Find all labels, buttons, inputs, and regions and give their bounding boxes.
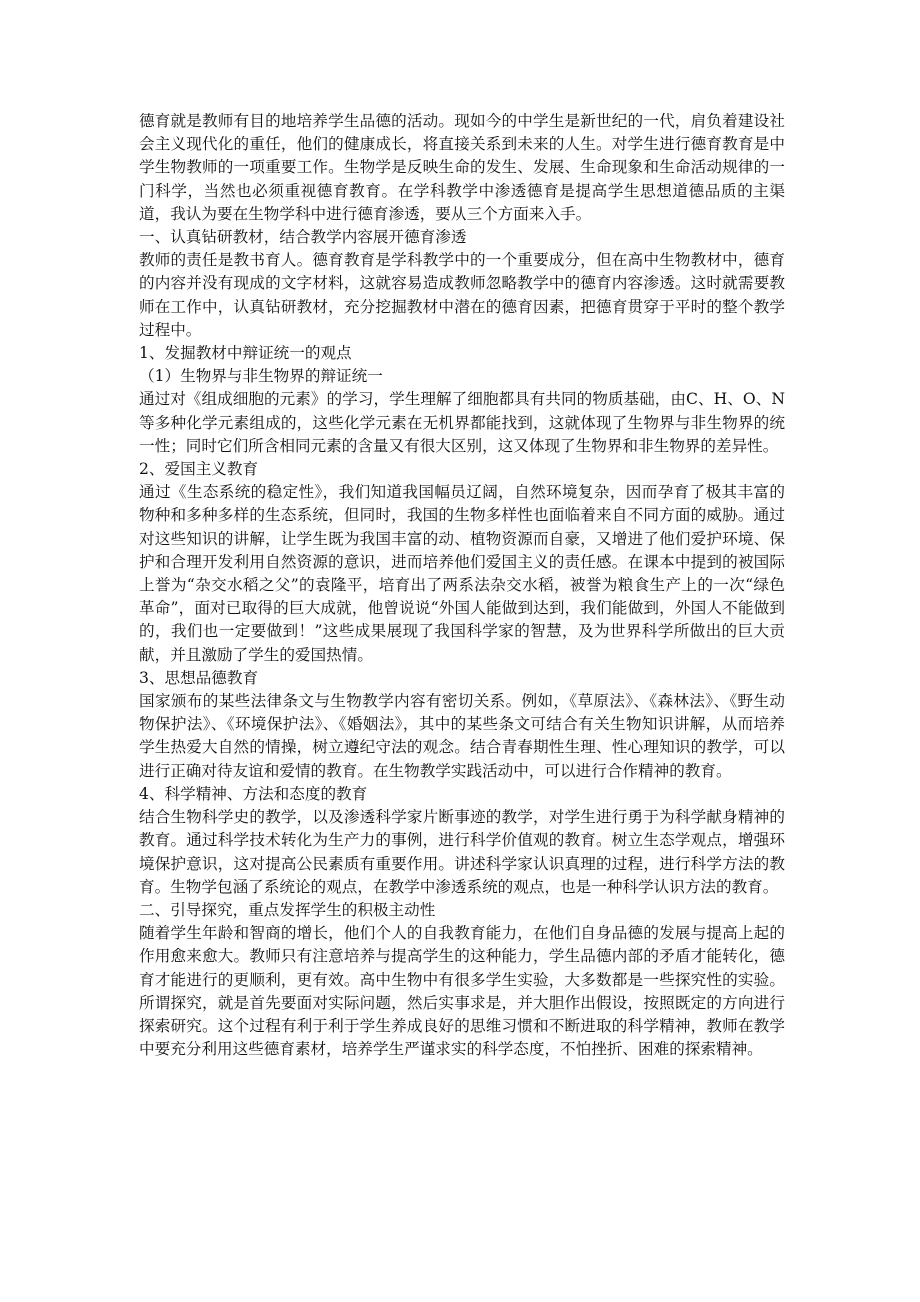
section-2-heading: 二、引导探究，重点发挥学生的积极主动性 [139, 900, 436, 919]
subsection-3-heading: 3、思想品德教育 [139, 668, 259, 687]
subsection-4-paragraph: 结合生物科学史的教学，以及渗透科学家片断事迹的教学，对学生进行勇于为科学献身精神的教育。通过科学技术转化为生产力的事例，进行科学价值观的教育。树立生态学观点，增强环境保护意识，这对提高公民素质有重要作用。讲述科学家认识真理的过程，进行科学方法的教育。生物学包涵了系统论的观点，在教学中渗透系统的观点，也是一种科学认识方法的教育。 [139, 808, 785, 896]
intro-paragraph: 德育就是教师有目的地培养学生品德的活动。现如今的中学生是新世纪的一代，肩负着建设社会主义现代化的重任，他们的健康成长，将直接关系到未来的人生。对学生进行德育教育是中学生物教师的一项重要工作。生物学是反映生命的发生、发展、生命现象和生命活动规律的一门科学，当然也必须重视德育教育。在学科教学中渗透德育是提高学生思想道德品质的主渠道，我认为要在生物学科中进行德育渗透，要从三个方面来入手。 [139, 112, 785, 223]
subsection-2-heading: 2、爱国主义教育 [139, 460, 259, 479]
document-page [139, 110, 785, 1061]
section-1-heading: 一、认真钻研教材，结合教学内容展开德育渗透 [139, 228, 467, 247]
subsection-1-heading: 1、发掘教材中辩证统一的观点 [139, 344, 352, 363]
section-2-paragraph: 随着学生年龄和智商的增长，他们个人的自我教育能力，在他们自身品德的发展与提高上起的作用愈来愈大。教师只有注意培养与提高学生的这种能力，学生品德内部的矛盾才能转化，德育才能进行的更顺利，更有效。高中生物中有很多学生实验，大多数都是一些探究性的实验。所谓探究，就是首先要面对实际问题，然后实事求是，并大胆作出假设，按照既定的方向进行探索研究。这个过程有利于利于学生养成良好的思维习惯和不断进取的科学精神，教师在教学中要充分利用这些德育素材，培养学生严谨求实的科学态度，不怕挫折、困难的探索精神。 [139, 924, 785, 1059]
subsection-2-paragraph: 通过《生态系统的稳定性》，我们知道我国幅员辽阔，自然环境复杂，因而孕育了极其丰富的物种和多种多样的生态系统，但同时，我国的生物多样性也面临着来自不同方面的威胁。通过对这些知识的讲解，让学生既为我国丰富的动、植物资源而自豪，又增进了他们爱护环境、保护和合理开发利用自然资源的意识，进而培养他们爱国主义的责任感。在课本中提到的被国际上誉为“杂交水稻之父”的袁隆平，培育出了两系法杂交水稻，被誉为粮食生产上的一次“绿色革命”，面对已取得的巨大成就，他曾说说“外国人能做到达到，我们能做到，外国人不能做到的，我们也一定要做到！”这些成果展现了我国科学家的智慧，及为世界科学所做出的巨大贡献，并且激励了学生的爱国热情。 [139, 483, 785, 664]
section-1-paragraph: 教师的责任是教书育人。德育教育是学科教学中的一个重要成分，但在高中生物教材中，德育的内容并没有现成的文字材料，这就容易造成教师忽略教学中的德育内容渗透。这时就需要教师在工作中，认真钻研教材，充分挖掘教材中潜在的德育因素，把德育贯穿于平时的整个教学过程中。 [139, 251, 785, 339]
subsection-4-heading: 4、科学精神、方法和态度的教育 [139, 784, 368, 803]
subsection-1-1-heading: （1）生物界与非生物界的辩证统一 [139, 367, 383, 386]
subsection-1-1-paragraph: 通过对《组成细胞的元素》的学习，学生理解了细胞都具有共同的物质基础，由C、H、O、N等多种化学元素组成的，这些化学元素在无机界都能找到，这就体现了生物界与非生物界的统一性；同时它们所含相同元素的含量又有很大区别，这又体现了生物界和非生物界的差异性。 [139, 390, 785, 455]
subsection-3-paragraph: 国家颁布的某些法律条文与生物教学内容有密切关系。例如，《草原法》、《森林法》、《野生动物保护法》、《环境保护法》、《婚姻法》，其中的某些条文可结合有关生物知识讲解，从而培养学生热爱大自然的情操，树立遵纪守法的观念。结合青春期性生理、性心理知识的教学，可以进行正确对待友谊和爱情的教育。在生物教学实践活动中，可以进行合作精神的教育。 [139, 692, 785, 780]
